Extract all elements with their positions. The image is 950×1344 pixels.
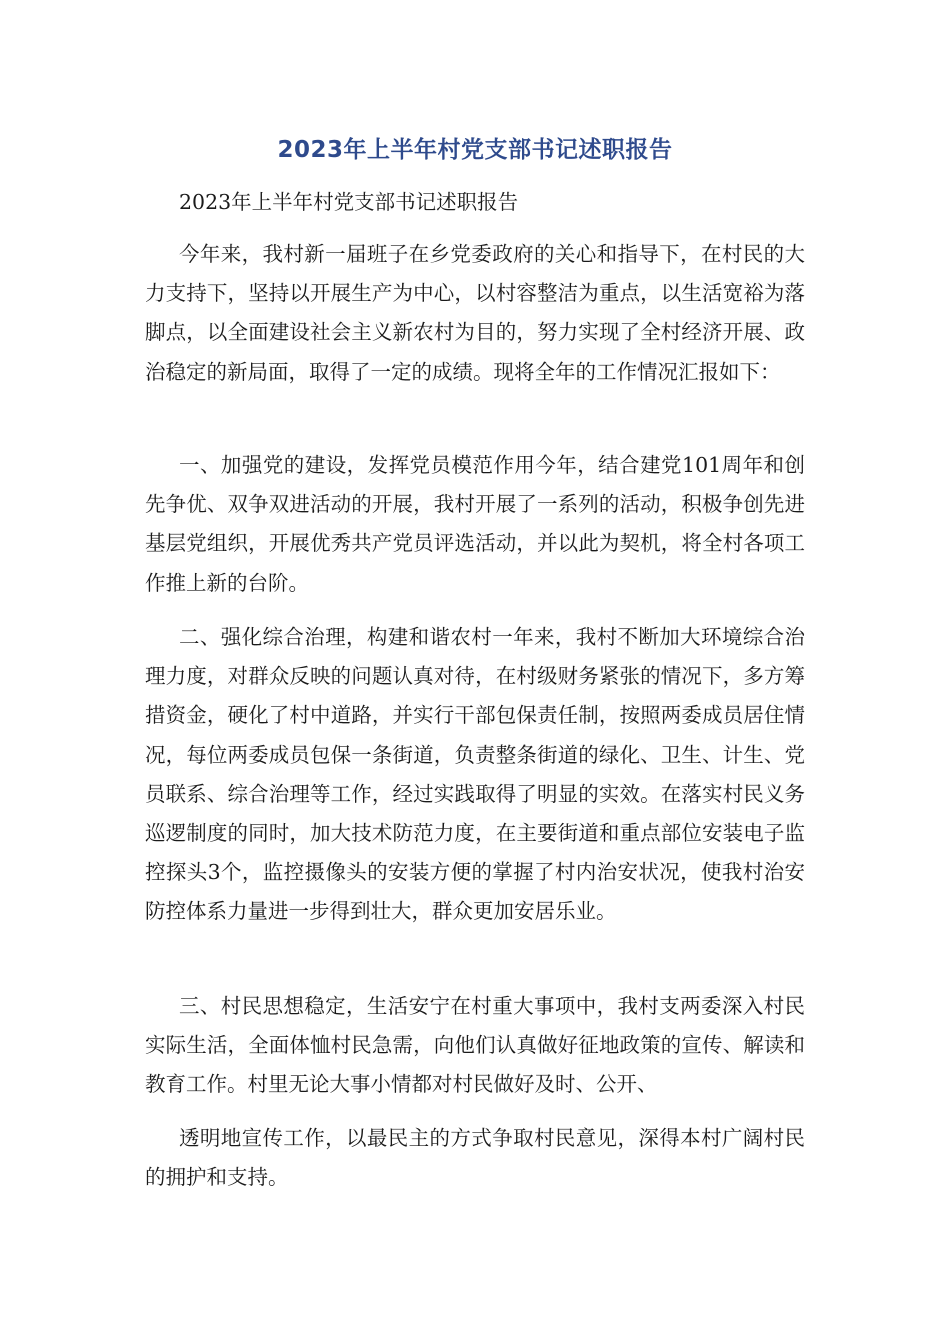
paragraph-governance: 二、强化综合治理，构建和谐农村一年来，我村不断加大环境综合治理力度，对群众反映的问题认真对待，在村级财务紧张的情况下，多方筹措资金，硬化了村中道路，并实行干部包保责任制，按照两委成员居住情况，每位两委成员包保一条街道，负责整条街道的绿化、卫生、计生、党员联系、综合治理等工作，经过实践取得了明显的实效。在落实村民义务巡逻制度的同时，加大技术防范力度，在主要街道和重点部位安装电子监控探头3个，监控摄像头的安装方便的掌握了村内治安状况，使我村治安防控体系力量进一步得到壮大，群众更加安居乐业。 xyxy=(145,625,805,924)
paragraph-transparency: 透明地宣传工作，以最民主的方式争取村民意见，深得本村广阔村民的拥护和支持。 xyxy=(145,1126,805,1190)
document-title: 2023年上半年村党支部书记述职报告 xyxy=(277,137,673,163)
paragraph-villagers: 三、村民思想稳定，生活安宁在村重大事项中，我村支两委深入村民实际生活，全面体恤村民急需，向他们认真做好征地政策的宣传、解读和教育工作。村里无论大事小情都对村民做好及时、公开、 xyxy=(145,994,805,1097)
document-subtitle: 2023年上半年村党支部书记述职报告 xyxy=(179,190,519,214)
paragraph-intro: 今年来，我村新一届班子在乡党委政府的关心和指导下，在村民的大力支持下，坚持以开展生产为中心，以村容整洁为重点，以生活宽裕为落脚点，以全面建设社会主义新农村为目的，努力实现了全村经济开展、政治稳定的新局面，取得了一定的成绩。现将全年的工作情况汇报如下： xyxy=(145,242,805,384)
paragraph-party-building: 一、加强党的建设，发挥党员模范作用今年，结合建党101周年和创先争优、双争双进活动的开展，我村开展了一系列的活动，积极争创先进基层党组织，开展优秀共产党员评选活动，并以此为契机，将全村各项工作推上新的台阶。 xyxy=(145,453,805,595)
